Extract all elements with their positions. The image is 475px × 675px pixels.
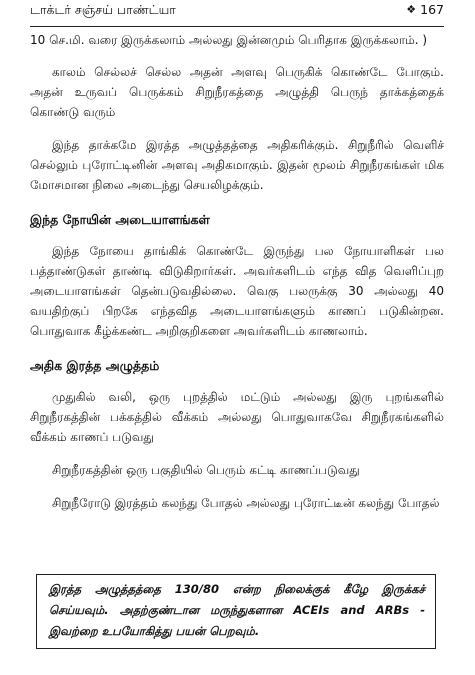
paragraph-7: சிறுநீரோடு இரத்தம் கலந்து போதல் அல்லது புரோட்டீன் கலந்து போதல் (52, 496, 440, 510)
author-name: டாக்டர் சஞ்சய் பாண்ட்யா (30, 2, 176, 17)
paragraph-6: சிறுநீரகத்தின் ஒரு பகுதியில் பெரும் கட்டி காணப்படுவது (52, 463, 360, 477)
page-header (30, 2, 444, 27)
paragraph-5: முதுகில் வலி, ஒரு புறத்தில் மட்டும் அல்லது இரு புறங்களில் சிறுநீரகத்தின் பக்கத்தில் வீக்கம் அல்லது பொதுவாகவே சிறுநீரகங்களில் வீக்கம் காணப் படுவது (30, 390, 444, 444)
diamond-ornament-icon: ❖ (406, 3, 417, 16)
paragraph-4: இந்த நோயை தாங்கிக் கொண்டே இருந்து பல நோயாளிகள் பல பத்தாண்டுகள் தாண்டி விடுகிறார்கள். அவர்களிடம் எந்த வித வெளிப்புற அடையாளங்கள் தென்படுவதில்லை. வெகு பலருக்கு 30 அல்லது 40 வயதிற்குப் பிறகே எந்தவித அடையாளங்களும் காணப் படுகின்றன. பொதுவாக கீழ்க்கண்ட அறிகுறிகளை அவர்களிடம் காணலாம். (30, 244, 444, 338)
page-body (30, 30, 444, 526)
paragraph-2: காலம் செல்லச் செல்ல அதன் அளவு பெருகிக் கொண்டே போகும். அதன் உருவப் பெருக்கம் சிறுநீரகத்தை அழுத்தி பெருந் தாக்கத்தைக் கொண்டு வரும் (30, 65, 444, 119)
section-heading-high-bp: அதிக இரத்த அழுத்தம் (30, 358, 160, 373)
paragraph-1: 10 செ.மி. வரை இருக்கலாம் அல்லது இன்னமும் பெரிதாக இருக்கலாம். ) (30, 33, 428, 47)
paragraph-3: இந்த தாக்கமே இரத்த அழுத்தத்தை அதிகரிக்கும். சிறுநீரில் வெளிச் செல்லும் புரோட்டினின் அளவு அதிகமாகும். இதன் மூலம் சிறுநீரகங்கள் மிக மோசமான நிலை அடைந்து செயலிழக்கும். (30, 138, 444, 192)
page-number-group (406, 2, 444, 17)
section-heading-symptoms: இந்த நோயின் அடையாளங்கள் (30, 212, 210, 227)
advice-callout-box: இரத்த அழுத்தத்தை 130/80 என்ற நிலைக்குக் கீழே இருக்கச் செய்யவும். அதற்குண்டான மருந்துகளான ACEIs and ARBs - இவற்றை உபயோகித்து பயன் பெறவும். (36, 574, 436, 649)
page-number: 167 (420, 2, 444, 17)
